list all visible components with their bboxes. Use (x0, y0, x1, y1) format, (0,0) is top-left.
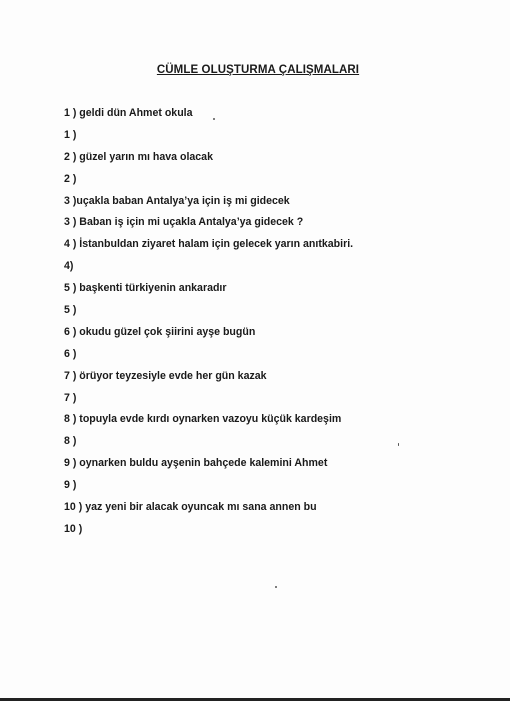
sentence-line: 3 )uçakla baban Antalya’ya için iş mi gidecek (64, 194, 290, 207)
answer-line: 4) (64, 260, 74, 273)
sentence-line: 4 ) İstanbuldan ziyaret halam için gelecek yarın anıtkabiri. (64, 238, 354, 251)
answer-line: 3 ) Baban iş için mi uçakla Antalya’ya gidecek ? (64, 216, 304, 229)
sentence-line: 5 ) başkenti türkiyenin ankaradır (64, 282, 227, 295)
sentence-line: 2 ) güzel yarın mı hava olacak (64, 150, 213, 163)
answer-line: 7 ) (64, 391, 77, 404)
scan-speck (398, 443, 399, 446)
sentence-line: 10 ) yaz yeni bir alacak oyuncak mı sana annen bu (64, 501, 317, 514)
page-title: CÜMLE OLUŞTURMA ÇALIŞMALARI (156, 64, 360, 76)
sentence-line: 9 ) oynarken buldu ayşenin bahçede kalemini Ahmet (64, 457, 328, 470)
answer-line: 9 ) (64, 479, 77, 492)
answer-line: 2 ) (64, 172, 77, 185)
sentence-list (64, 106, 484, 544)
answer-line: 10 ) (64, 522, 83, 535)
scan-speck (275, 586, 277, 588)
sentence-line: 7 ) örüyor teyzesiyle evde her gün kazak (64, 369, 267, 382)
answer-line: 8 ) (64, 435, 77, 448)
sentence-line: 6 ) okudu güzel çok şiirini ayşe bugün (64, 325, 256, 338)
answer-line: 5 ) (64, 304, 77, 317)
answer-line: 6 ) (64, 347, 77, 360)
answer-line: 1 ) (64, 128, 77, 141)
sentence-line: 8 ) topuyla evde kırdı oynarken vazoyu küçük kardeşim (64, 413, 342, 426)
scan-speck (213, 118, 215, 120)
sentence-line: 1 ) geldi dün Ahmet okula (64, 107, 193, 119)
